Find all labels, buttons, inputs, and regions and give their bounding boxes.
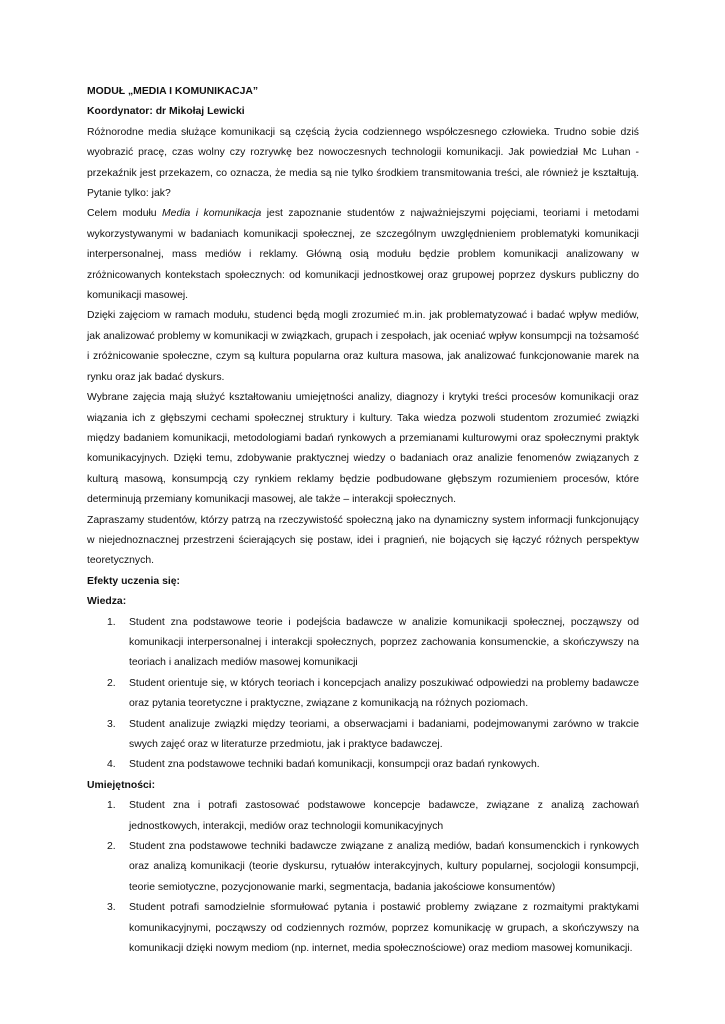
list-item-number: 1. xyxy=(107,616,116,628)
list-item xyxy=(87,796,639,837)
goal-paragraph xyxy=(87,204,639,306)
module-name-italic: Media i komunikacja xyxy=(162,208,262,220)
list-item xyxy=(87,898,639,959)
list-item xyxy=(87,715,639,756)
knowledge-list xyxy=(87,613,639,776)
list-item-text: Student zna i potrafi zastosować podstawowe koncepcje badawcze, związane z analizą zachowań jednostkowych, interakcji, mediów oraz technologii komunikacyjnych xyxy=(129,800,639,832)
list-item xyxy=(87,755,639,775)
list-item-text: Student potrafi samodzielnie sformułować pytania i postawić problemy związane z rozmaitymi praktykami komunikacyjnymi, począwszy od codziennych rozmów, poprzez komunikację w grupach, a skończywszy na komunikacji dzięki nowym mediom (np. internet, media społecznościowe) oraz mediom masowej komunikacji. xyxy=(129,902,639,955)
list-item-text: Student orientuje się, w których teoriach i koncepcjach analizy poszukiwać odpowiedzi na problemy badawcze oraz pytania teoretyczne i praktyczne, związane z komunikacją na różnych poziomach. xyxy=(129,677,639,710)
list-item-text: Student zna podstawowe techniki badań komunikacji, konsumpcji oraz badań rynkowych. xyxy=(129,759,540,771)
coordinator-line: Koordynator: dr Mikołaj Lewicki xyxy=(87,106,245,118)
list-item xyxy=(87,837,639,898)
goal-text-before: Celem modułu xyxy=(87,208,163,220)
module-title: MODUŁ „MEDIA I KOMUNIKACJA” xyxy=(87,86,259,97)
body-paragraph-2: Wybrane zajęcia mają służyć kształtowaniu umiejętności analizy, diagnozy i krytyki treści procesów komunikacji oraz wiązania ich z głębszymi cechami społecznej struktury i kultury. Taka wiedza pozwoli studentom zrozumieć związki między badaniem komunikacji, metodologiami badań rynkowych a przemianami kulturowymi oraz społecznymi praktyk komunikacyjnych. Dzięki temu, zdobywanie praktycznej wiedzy o badaniach oraz analizie fenomenów związanych z kulturą masową, konsumpcją czy rynkiem reklamy będzie podbudowane głębszym rozumieniem procesów, które determinują przemiany komunikacji masowej, ale także – interakcji społecznych. xyxy=(87,392,639,506)
list-item-number: 3. xyxy=(107,718,116,730)
list-item-text: Student analizuje związki między teoriami, a obserwacjami i badaniami, podejmowanymi zarówno w trakcie swych zajęć oraz w literaturze przedmiotu, jak i praktyce badawczej. xyxy=(129,718,639,750)
list-item-number: 2. xyxy=(107,677,116,689)
list-item-number: 1. xyxy=(107,800,116,812)
list-item-number: 3. xyxy=(107,902,116,914)
list-item-number: 4. xyxy=(107,759,116,771)
list-item-number: 2. xyxy=(107,841,116,853)
intro-paragraph: Różnorodne media służące komunikacji są częścią życia codziennego współczesnego człowieka. Trudno sobie dziś wyobrazić pracę, czas wolny czy rozrywkę bez nowoczesnych technologii komunikacji. Jak powiedział Mc Luhan - przekaźnik jest przekazem, co oznacza, że media są nie tylko środkiem transmitowania treści, ale również je kształtują. Pytanie tylko: jak? xyxy=(87,126,639,200)
list-item-text: Student zna podstawowe teorie i podejścia badawcze w analizie komunikacji społecznej, począwszy od komunikacji interpersonalnej i interakcji społecznych, poprzez zachowania konsumenckie, a skończywszy na teoriach i analizach mediów masowej komunikacji xyxy=(129,616,639,669)
outcomes-heading: Efekty uczenia się: xyxy=(87,575,180,587)
document-page xyxy=(87,82,639,959)
skills-heading: Umiejętności: xyxy=(87,779,156,791)
body-paragraph-3: Zapraszamy studentów, którzy patrzą na rzeczywistość społeczną jako na dynamiczny system informacji funkcjonujący w niejednoznacznej przestrzeni ścierających się postaw, idei i pragnień, nie bojących się łączyć różnych perspektyw teoretycznych. xyxy=(87,514,639,567)
list-item-text: Student zna podstawowe techniki badawcze związane z analizą mediów, badań konsumenckich i rynkowych oraz analizą komunikacji (teorie dyskursu, rytuałów interakcyjnych, kultury popularnej, socjologii konsumpcji, teorie semiotyczne, pozycjonowanie marki, segmentacja, badania jakościowe konsumentów) xyxy=(129,841,639,893)
list-item xyxy=(87,613,639,674)
goal-text-after: jest zapoznanie studentów z najważniejszymi pojęciami, teoriami i metodami wykorzystywanymi w badaniach komunikacji społecznej, ze szczególnym uwzględnieniem problematyki komunikacji interpersonalnej, mass mediów i reklamy. Główną osią modułu będzie problem komunikacji analizowany w zróżnicowanych kontekstach społecznych: od komunikacji jednostkowej oraz grupowej poprzez dyskurs publiczny do komunikacji masowej. xyxy=(87,208,639,302)
body-paragraph-1: Dzięki zajęciom w ramach modułu, studenci będą mogli zrozumieć m.in. jak problematyzować i badać wpływ mediów, jak analizować problemy w komunikacji w związkach, grupach i zespołach, jak oceniać wpływ konsumpcji na tożsamość i zróżnicowanie społeczne, czym są kultura popularna oraz kultura masowa, jak analizować funkcjonowanie marek na rynku oraz jak badać dyskurs. xyxy=(87,310,639,383)
skills-list xyxy=(87,796,639,959)
knowledge-heading: Wiedza: xyxy=(87,596,127,608)
list-item xyxy=(87,674,639,715)
